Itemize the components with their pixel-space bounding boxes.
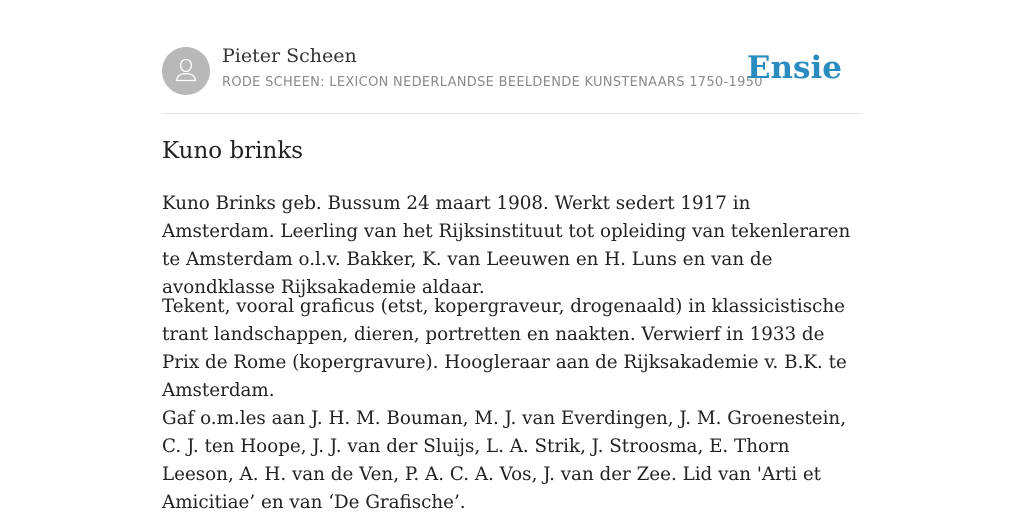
article-title: Kuno brinks <box>162 138 304 164</box>
user-silhouette-icon <box>172 55 200 87</box>
source-name[interactable]: RODE SCHEEN: LEXICON NEDERLANDSE BEELDENDE KUNSTENAARS 1750-1950 <box>222 75 763 90</box>
article-paragraph-2: Tekent, vooral graficus (etst, kopergraveur, drogenaald) in klassicistische trant landschappen, dieren, portretten en naakten. Verwierf in 1933 de Prix de Rome (kopergravure). Hoogleraar aan de Rijksakademie v. B.K. te Amsterdam. <box>162 296 847 401</box>
page-container <box>162 0 862 513</box>
article-paragraph-3: Gaf o.m.les aan J. H. M. Bouman, M. J. van Everdingen, J. M. Groenestein, C. J. ten Hoope, J. J. van der Sluijs, L. A. Strik, J. Stroosma, E. Thorn Leeson, A. H. van de Ven, P. A. C. A. Vos, J. van der Zee. Lid van 'Arti et Amicitiae’ en van ‘De Grafische’. <box>162 408 847 513</box>
article-paragraph-1: Kuno Brinks geb. Bussum 24 maart 1908. Werkt sedert 1917 in Amsterdam. Leerling van het Rijksinstituut tot opleiding van tekenleraren te Amsterdam o.l.v. Bakker, K. van Leeuwen en H. Luns en van de avondklasse Rijksakademie aldaar. <box>162 193 851 298</box>
ensie-logo[interactable]: Ensie <box>746 50 842 86</box>
article-header <box>162 0 862 114</box>
author-avatar[interactable] <box>162 47 210 95</box>
author-name[interactable]: Pieter Scheen <box>222 45 357 67</box>
